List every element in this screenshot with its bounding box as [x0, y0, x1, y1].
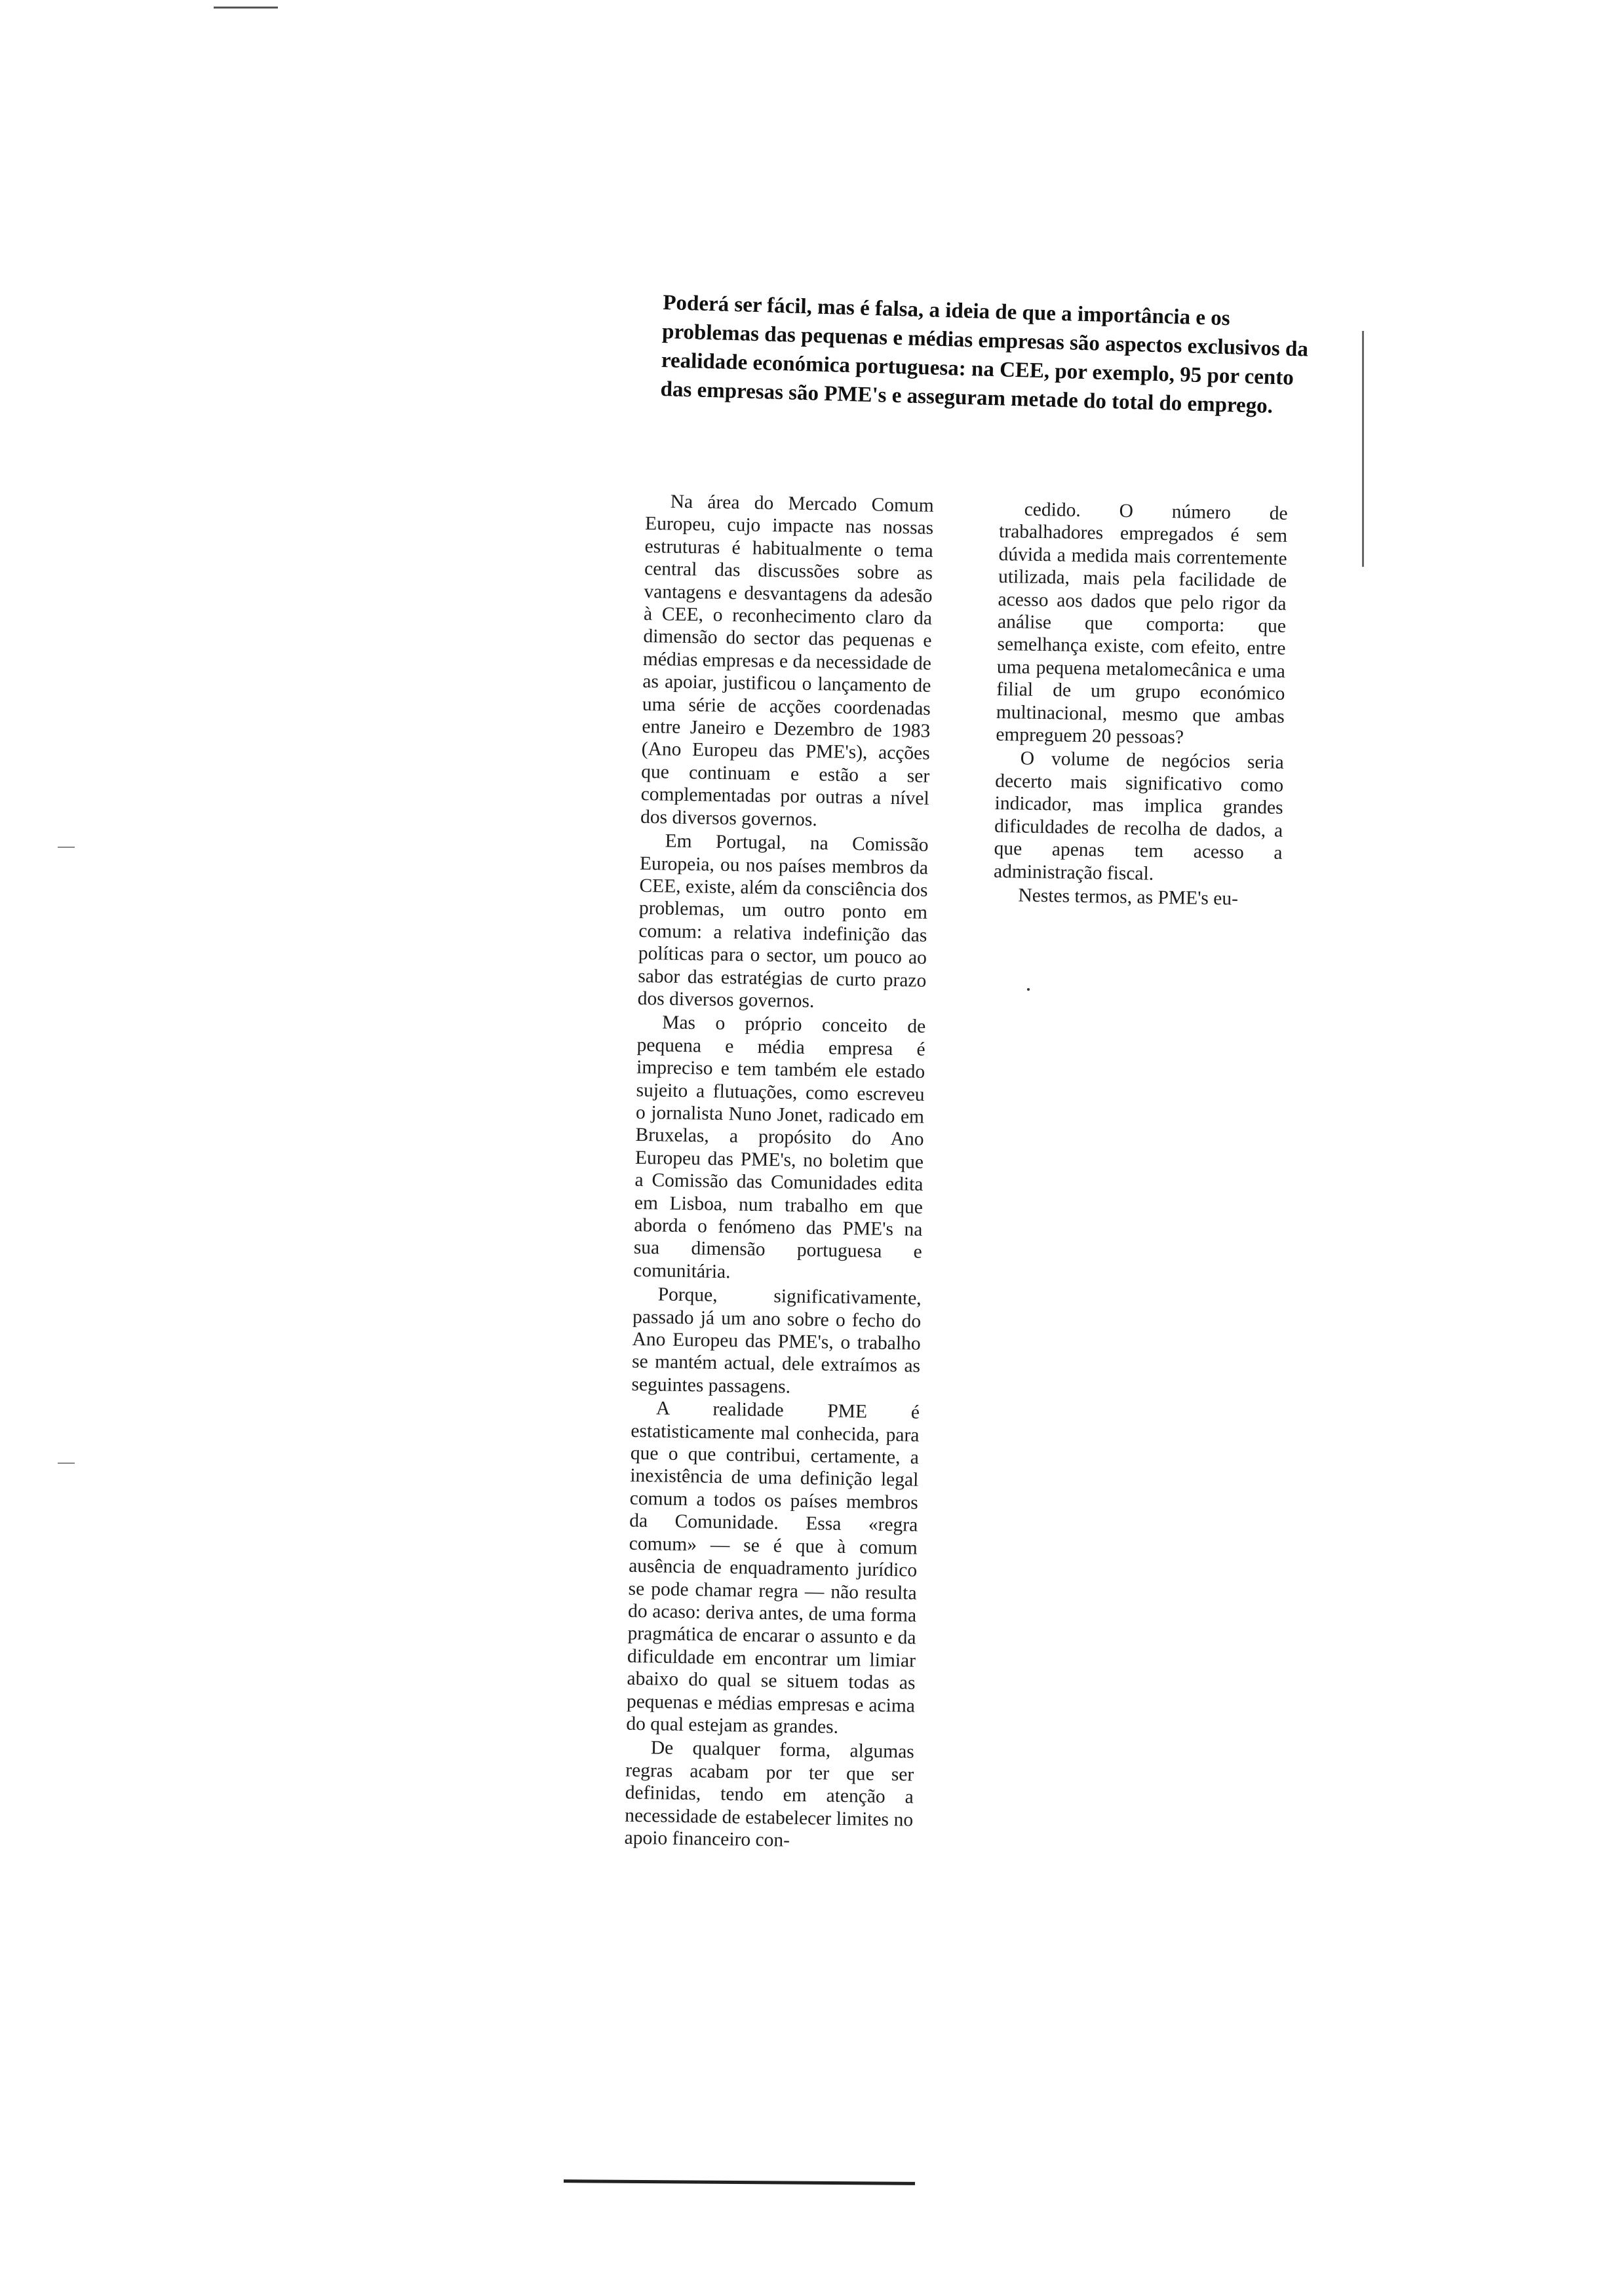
article-end-rule: [564, 2179, 915, 2185]
margin-mark: [58, 847, 75, 848]
paragraph: Em Portugal, na Comissão Europeia, ou nos países membros da CEE, existe, além da consciência dos problemas, um outro ponto em comum: a relativa indefinição das políticas para o sector, um pouco ao sabor das estratégias de curto prazo dos diversos governos.: [637, 830, 929, 1012]
article-column-right: [993, 498, 1288, 911]
paragraph: Nestes termos, as PME's eu-: [1018, 885, 1239, 909]
column-rule: [1362, 331, 1364, 567]
paragraph: A realidade PME é estatisticamente mal conhecida, para que o que contribui, certamente, a inexistência de uma definição legal comum a todos os países membros da Comunidade. Essa «regra comum» — se é que à comum ausência de enquadramento jurídico se pode chamar regra — não resulta do acaso: deriva antes, de uma forma pragmática de encarar o assunto e da dificuldade em encontrar um limiar abaixo do qual se situem todas as pequenas e médias empresas e acima do qual estejam as grandes.: [626, 1398, 920, 1738]
paragraph: De qualquer forma, algumas regras acabam por ter que ser definidas, tendo em atenção a necessidade de estabelecer limites no apoio financeiro con-: [624, 1737, 915, 1851]
margin-mark: [58, 1463, 75, 1464]
article-lead: Poderá ser fácil, mas é falsa, a ideia de que a importância e os problemas das pequenas e médias empresas são aspectos exclusivos da realidade económica portuguesa: na CEE, por exemplo, 95 por cento das empresas são PME's e asseguram metade do total do emprego.: [660, 290, 1309, 419]
ink-dot: [1027, 988, 1030, 991]
paragraph: cedido. O número de trabalhadores empregados é sem dúvida a medida mais correntemente utilizada, mais pela facilidade de acesso aos dados que pelo rigor da análise que comporta: que semelhança existe, com efeito, entre uma pequena metalomecânica e uma filial de um grupo económico multinacional, mesmo que ambas empreguem 20 pessoas?: [996, 499, 1288, 748]
article-column-left: [624, 490, 934, 1854]
paragraph: Na área do Mercado Comum Europeu, cujo impacte nas nossas estruturas é habitualmente o tema central das discussões sobre as vantagens e desvantagens da adesão à CEE, o reconhecimento claro da dimensão do sector das pequenas e médias empresas e da necessidade de as apoiar, justificou o lançamento de uma série de acções coordenadas entre Janeiro e Dezembro de 1983 (Ano Europeu das PME's), acções que continuam e estão a ser complementadas por outras a nível dos diversos governos.: [640, 491, 934, 830]
paragraph: Mas o próprio conceito de pequena e média empresa é impreciso e tem também ele estado sujeito a flutuações, como escreveu o jornalista Nuno Jonet, radicado em Bruxelas, a propósito do Ano Europeu das PME's, no boletim que a Comissão das Comunidades edita em Lisboa, num trabalho em que aborda o fenómeno das PME's na sua dimensão portuguesa e comunitária.: [633, 1012, 926, 1282]
paragraph: Porque, significativamente, passado já um ano sobre o fecho do Ano Europeu das PME's, o trabalho se mantém actual, dele extraímos as seguintes passagens.: [631, 1284, 922, 1398]
paragraph: O volume de negócios seria decerto mais significativo como indicador, mas implica grandes dificuldades de recolha de dados, a que apenas tem acesso a administração fiscal.: [993, 748, 1284, 885]
scan-mark: [214, 7, 278, 9]
